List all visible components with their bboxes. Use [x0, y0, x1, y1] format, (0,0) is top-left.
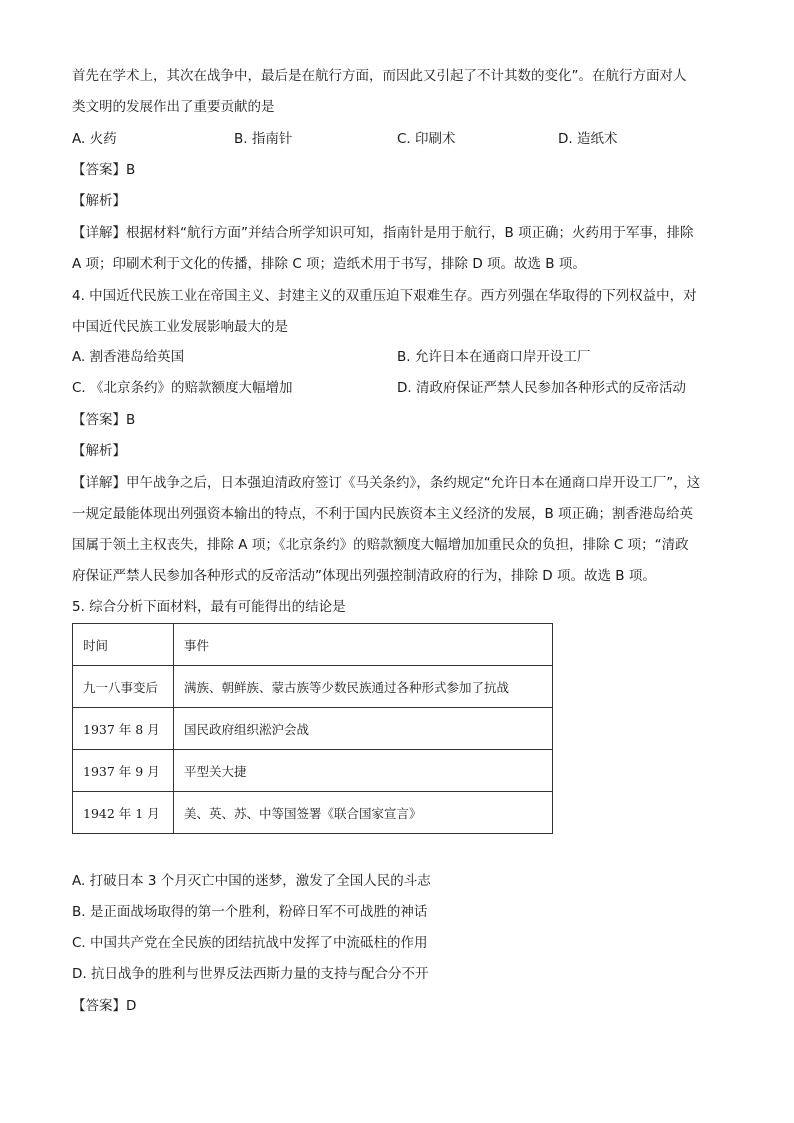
- table-cell-time: 1937 年 8 月: [73, 708, 174, 750]
- q4-analysis: 【解析】: [72, 443, 126, 459]
- q4-stem-line-2: 中国近代民族工业发展影响最大的是: [72, 319, 288, 335]
- q4-option-a: A. 割香港岛给英国: [72, 349, 185, 365]
- q3-stem-line-1: 首先在学术上，其次在战争中，最后是在航行方面，而因此又引起了不计其数的变化”。在航行方面对人: [72, 68, 687, 84]
- q5-stem: 5. 综合分析下面材料，最有可能得出的结论是: [72, 599, 346, 615]
- table-cell-time: 1942 年 1 月: [73, 792, 174, 834]
- q5-option-b: B. 是正面战场取得的第一个胜利，粉碎日军不可战胜的神话: [72, 904, 428, 920]
- table-cell-time: 1937 年 9 月: [73, 750, 174, 792]
- q4-stem-line-1: 4. 中国近代民族工业在帝国主义、封建主义的双重压迫下艰难生存。西方列强在华取得的下列权益中，对: [72, 288, 697, 304]
- q3-option-b: B. 指南针: [234, 131, 293, 147]
- table-row: [73, 666, 553, 708]
- events-table: [72, 623, 553, 834]
- table-row: [73, 792, 553, 834]
- table-cell-time: 九一八事变后: [73, 666, 174, 708]
- table-cell-event: 美、英、苏、中等国签署《联合国家宣言》: [174, 792, 553, 834]
- table-header-cell: 事件: [174, 624, 553, 666]
- table-header-cell: 时间: [73, 624, 174, 666]
- q5-option-d: D. 抗日战争的胜利与世界反法西斯力量的支持与配合分不开: [72, 966, 429, 982]
- table-cell-event: 平型关大捷: [174, 750, 553, 792]
- table-row: [73, 750, 553, 792]
- q4-option-d: D. 清政府保证严禁人民参加各种形式的反帝活动: [397, 380, 686, 396]
- table-row: [73, 708, 553, 750]
- table-header-row: [73, 624, 553, 666]
- q3-option-a: A. 火药: [72, 131, 117, 147]
- q4-detail-line-2: 一规定最能体现出列强资本输出的特点，不利于国内民族资本主义经济的发展，B 项正确；割香港岛给英: [72, 506, 694, 522]
- q5-option-c: C. 中国共产党在全民族的团结抗战中发挥了中流砥柱的作用: [72, 935, 428, 951]
- table-cell-event: 满族、朝鲜族、蒙古族等少数民族通过各种形式参加了抗战: [174, 666, 553, 708]
- table-cell-event: 国民政府组织淞沪会战: [174, 708, 553, 750]
- q3-stem-line-2: 类文明的发展作出了重要贡献的是: [72, 99, 275, 115]
- q3-detail-line-2: A 项；印刷术利于文化的传播，排除 C 项；造纸术用于书写，排除 D 项。故选 B 项。: [72, 256, 586, 272]
- q3-analysis: 【解析】: [72, 193, 126, 209]
- q3-option-c: C. 印刷术: [397, 131, 456, 147]
- q4-detail-line-4: 府保证严禁人民参加各种形式的反帝活动”体现出列强控制清政府的行为，排除 D 项。故选 B 项。: [72, 568, 656, 584]
- q4-option-c: C. 《北京条约》的赔款额度大幅增加: [72, 380, 293, 396]
- q5-answer: 【答案】D: [72, 998, 137, 1014]
- q4-option-b: B. 允许日本在通商口岸开设工厂: [397, 349, 591, 365]
- q4-detail-line-1: 【详解】甲午战争之后，日本强迫清政府签订《马关条约》，条约规定“允许日本在通商口岸开设工厂”，这: [72, 475, 701, 491]
- q4-answer: 【答案】B: [72, 412, 136, 428]
- q3-option-d: D. 造纸术: [558, 131, 618, 147]
- q3-answer: 【答案】B: [72, 162, 136, 178]
- q4-detail-line-3: 国属于领土主权丧失，排除 A 项；《北京条约》的赔款额度大幅增加加重民众的负担，排除 C 项；“清政: [72, 537, 689, 553]
- q5-option-a: A. 打破日本 3 个月灭亡中国的迷梦，激发了全国人民的斗志: [72, 873, 431, 889]
- q3-detail-line-1: 【详解】根据材料“航行方面”并结合所学知识可知，指南针是用于航行，B 项正确；火药用于军事，排除: [72, 225, 694, 241]
